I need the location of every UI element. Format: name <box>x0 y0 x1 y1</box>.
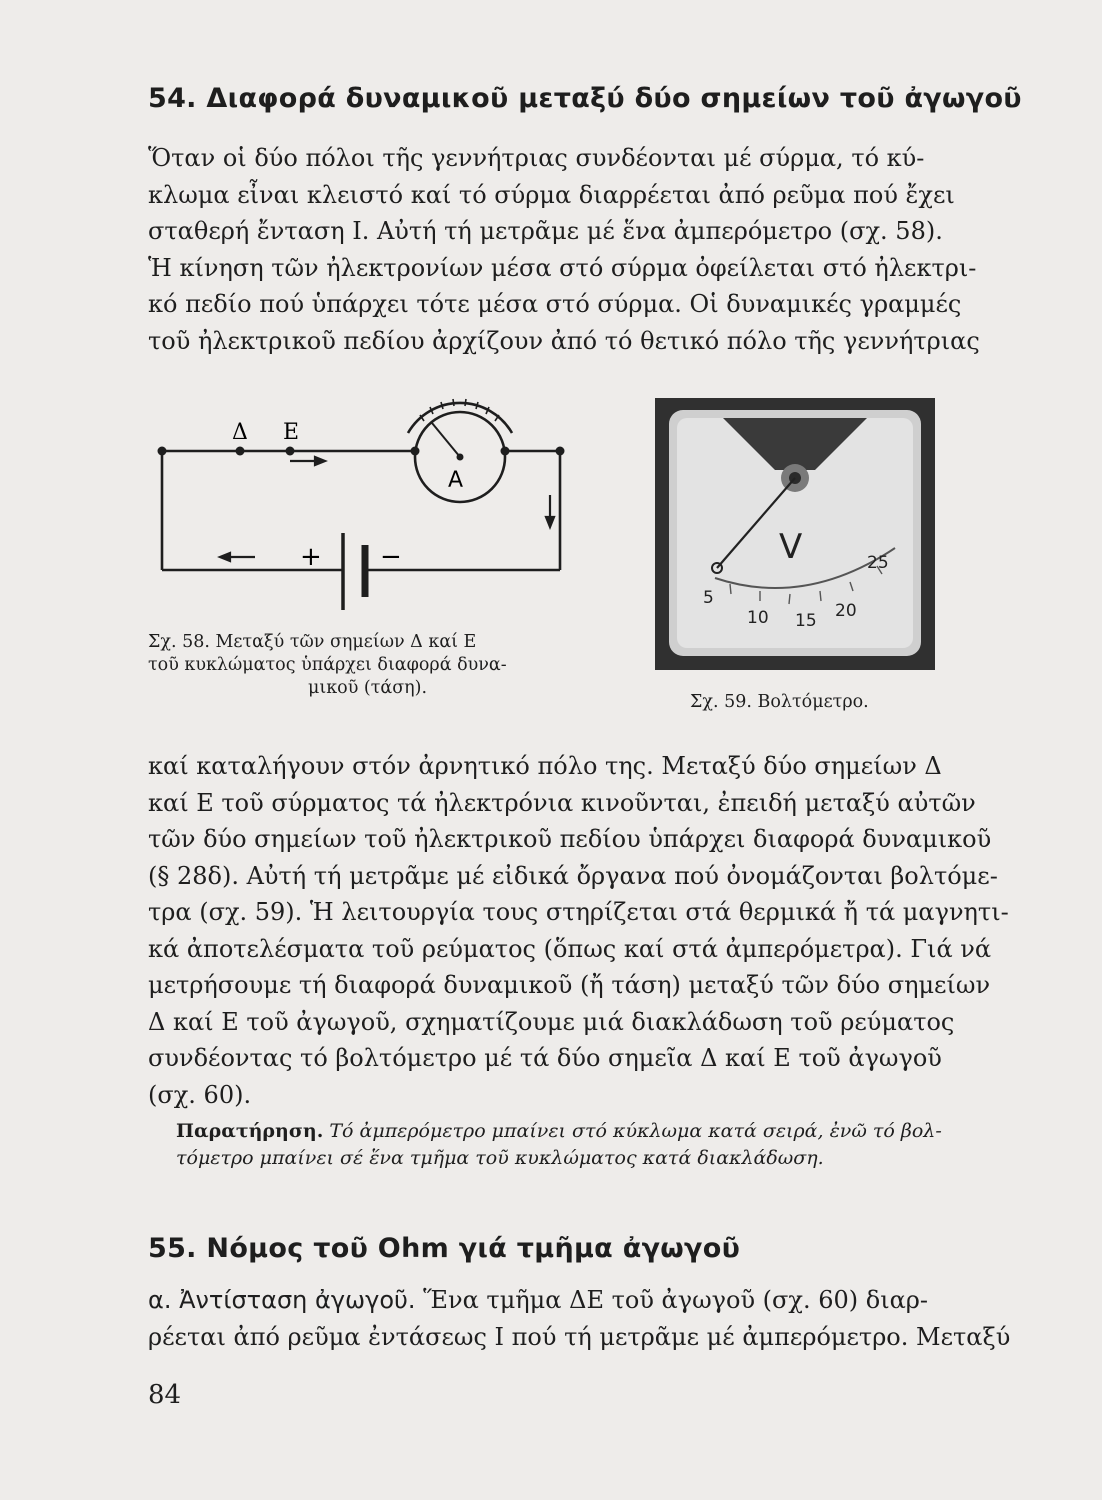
figure-58-circuit-diagram <box>140 375 570 637</box>
text-line: Ἡ κίνηση τῶν ἠλεκτρονίων μέσα στό σύρμα ὀφείλεται στό ἠλεκτρι- <box>148 253 977 282</box>
text-line: κά ἀποτελέσματα τοῦ ρεύματος (ὅπως καί στά ἀμπερόμετρα). Γιά νά <box>148 934 992 963</box>
note-text: Τό ἀμπερόμετρο μπαίνει στό κύκλωμα κατά σειρά, ἐνῶ τό βολ- <box>329 1120 942 1142</box>
battery-minus-label: − <box>380 542 402 572</box>
scale-label: 10 <box>747 608 769 628</box>
ammeter-label: Α <box>448 468 464 493</box>
text-line: κλωμα εἶναι κλειστό καί τό σύρμα διαρρέεται ἀπό ρεῦμα πού ἔχει <box>148 180 955 209</box>
text-line: σταθερή ἔνταση Ι. Αὐτή τή μετρᾶμε μέ ἕνα ἀμπερόμετρο (σχ. 58). <box>148 217 943 245</box>
text-line: (σχ. 60). <box>148 1080 252 1109</box>
text-line: Ὅταν οἱ δύο πόλοι τῆς γεννήτριας συνδέονται μέ σύρμα, τό κύ- <box>148 144 925 172</box>
figure-59-caption: Σχ. 59. Βολτόμετρο. <box>690 692 869 712</box>
note-line <box>176 1145 991 1172</box>
text-line: συνδέοντας τό βολτόμετρο μέ τά δύο σημεῖα Δ καί Ε τοῦ ἀγωγοῦ <box>148 1044 942 1072</box>
figure-59-voltmeter-photo <box>655 398 935 670</box>
text-line <box>148 1282 993 1319</box>
note-label: Παρατήρηση. <box>176 1120 324 1142</box>
text-line: (§ 28δ). Αὐτή τή μετρᾶμε μέ εἰδικά ὄργανα πού ὀνομάζονται βολτόμε- <box>148 861 998 890</box>
section-55-paragraph <box>148 1282 1011 1355</box>
text-line: τοῦ ἠλεκτρικοῦ πεδίου ἀρχίζουν ἀπό τό θετικό πόλο τῆς γεννήτριας <box>148 326 980 355</box>
page-number: 84 <box>148 1380 182 1410</box>
text-line: μετρήσουμε τή διαφορά δυναμικοῦ (ἤ τάση) μεταξύ τῶν δύο σημείων <box>148 971 991 999</box>
note-text: τόμετρο μπαίνει σέ ἕνα τμῆμα τοῦ κυκλώματος κατά διακλάδωση. <box>176 1147 824 1169</box>
section-54-paragraph-2 <box>148 748 1009 1113</box>
caption-line: Σχ. 58. Μεταξύ τῶν σημείων Δ καί Ε <box>148 632 477 652</box>
section-55-title: 55. Νόμος τοῦ Ohm γιά τμῆμα ἀγωγοῦ <box>148 1233 741 1264</box>
text-line: Δ καί Ε τοῦ ἀγωγοῦ, σχηματίζουμε μιά διακλάδωση τοῦ ρεύματος <box>148 1007 955 1036</box>
subheading: α. Ἀντίσταση ἀγωγοῦ. <box>148 1286 416 1314</box>
voltmeter-unit-label: V <box>779 527 803 567</box>
section-54-title: 54. Διαφορά δυναμικοῦ μεταξύ δύο σημείων τοῦ ἀγωγοῦ <box>148 83 1022 114</box>
section-54-paragraph-1 <box>148 140 993 359</box>
scale-label: 5 <box>703 588 714 608</box>
note-line <box>176 1118 991 1145</box>
scale-label: 25 <box>867 553 889 573</box>
battery-plus-label: + <box>300 542 322 572</box>
figure-58-caption <box>148 631 507 700</box>
label-epsilon: Ε <box>283 420 300 445</box>
caption-line: μικοῦ (τάση). <box>308 678 428 698</box>
text-line: ρέεται ἀπό ρεῦμα ἐντάσεως Ι πού τή μετρᾶμε μέ ἀμπερόμετρο. Μεταξύ <box>148 1322 1011 1351</box>
text-fragment: Ἕνα τμῆμα ΔΕ τοῦ ἀγωγοῦ (σχ. 60) διαρ- <box>415 1286 929 1314</box>
text-line: καί Ε τοῦ σύρματος τά ἠλεκτρόνια κινοῦνται, ἐπειδή μεταξύ αὐτῶν <box>148 788 976 817</box>
label-delta: Δ <box>232 420 248 445</box>
text-line: τρα (σχ. 59). Ἡ λειτουργία τους στηρίζεται στά θερμικά ἤ τά μαγνητι- <box>148 898 1009 926</box>
scale-label: 20 <box>835 601 857 621</box>
text-line: καί καταλήγουν στόν ἀρνητικό πόλο της. Μεταξύ δύο σημείων Δ <box>148 752 942 780</box>
note-block <box>176 1118 991 1172</box>
caption-line: τοῦ κυκλώματος ὑπάρχει διαφορά δυνα- <box>148 655 507 675</box>
scale-label: 15 <box>795 611 817 631</box>
text-line: τῶν δύο σημείων τοῦ ἠλεκτρικοῦ πεδίου ὑπάρχει διαφορά δυναμικοῦ <box>148 825 992 853</box>
text-line: κό πεδίο πού ὑπάρχει τότε μέσα στό σύρμα. Οἱ δυναμικές γραμμές <box>148 290 962 318</box>
